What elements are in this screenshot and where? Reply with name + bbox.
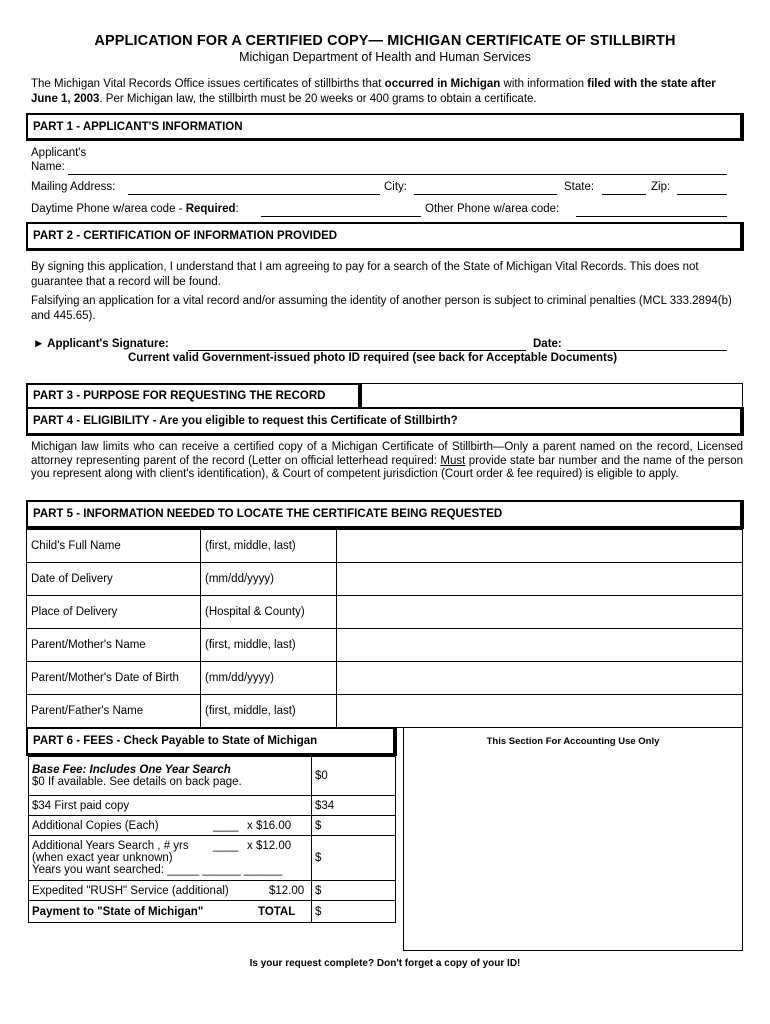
delivery-place-hint: (Hospital & County) bbox=[201, 596, 337, 629]
additional-years-cell bbox=[29, 836, 312, 881]
record-info-table bbox=[26, 529, 743, 728]
part3-heading-text: PART 3 - PURPOSE FOR REQUESTING THE RECORD bbox=[33, 390, 326, 402]
purpose-field[interactable] bbox=[360, 383, 743, 410]
additional-years-rate: x $12.00 bbox=[247, 840, 292, 852]
rush-label: Expedited "RUSH" Service (additional) bbox=[32, 884, 229, 897]
intro-bold-2: filed with the state after June 1, 2003 bbox=[31, 78, 716, 105]
accounting-label: This Section For Accounting Use Only bbox=[486, 736, 660, 747]
years-wanted-label: Years you want searched: bbox=[32, 864, 164, 876]
additional-copies-amount-field[interactable]: $ bbox=[312, 816, 396, 836]
table-row bbox=[29, 836, 396, 881]
part5-heading bbox=[26, 500, 744, 529]
mother-name-hint: (first, middle, last) bbox=[201, 629, 337, 662]
city-label: City: bbox=[384, 181, 407, 193]
base-fee-desc: $0 If available. See details on back page. bbox=[32, 776, 242, 788]
mother-dob-hint: (mm/dd/yyyy) bbox=[201, 662, 337, 695]
other-phone-label: Other Phone w/area code: bbox=[425, 203, 560, 215]
mother-name-label: Parent/Mother's Name bbox=[27, 629, 201, 662]
child-name-hint: (first, middle, last) bbox=[201, 530, 337, 563]
eligibility-paragraph bbox=[31, 441, 743, 482]
eligibility-must: Must bbox=[440, 454, 466, 467]
first-copy-amount: $34 bbox=[312, 796, 396, 816]
intro-paragraph bbox=[31, 77, 743, 106]
total-amount-field[interactable]: $ bbox=[312, 901, 396, 923]
part6-heading bbox=[26, 727, 397, 756]
zip-field[interactable] bbox=[677, 182, 727, 195]
intro-text-3: . Per Michigan law, the stillbirth must be 20 weeks or 400 grams to obtain a certificate. bbox=[99, 92, 537, 105]
additional-years-amount-field[interactable]: $ bbox=[312, 836, 396, 881]
years-wanted-fields[interactable]: _____ ______ ______ bbox=[167, 864, 283, 876]
signature-label: ► Applicant's Signature: bbox=[33, 338, 169, 350]
base-fee-amount: $0 bbox=[312, 757, 396, 796]
table-row bbox=[27, 629, 743, 662]
base-fee-cell bbox=[29, 757, 312, 796]
fees-table bbox=[28, 756, 396, 923]
table-row bbox=[27, 530, 743, 563]
father-name-hint: (first, middle, last) bbox=[201, 695, 337, 728]
delivery-place-label: Place of Delivery bbox=[27, 596, 201, 629]
applicant-name-label-2: Name: bbox=[31, 161, 65, 173]
first-copy-label: $34 First paid copy bbox=[29, 796, 312, 816]
father-name-label: Parent/Father's Name bbox=[27, 695, 201, 728]
state-field[interactable] bbox=[602, 182, 646, 195]
form-title: APPLICATION FOR A CERTIFIED COPY— MICHIGAN CERTIFICATE OF STILLBIRTH bbox=[94, 33, 676, 49]
part6-heading-text: PART 6 - FEES - Check Payable to State of Michigan bbox=[33, 735, 318, 747]
photo-id-note: Current valid Government-issued photo ID required (see back for Acceptable Documents) bbox=[128, 352, 618, 364]
table-row bbox=[27, 596, 743, 629]
father-name-input[interactable] bbox=[337, 695, 743, 728]
intro-bold-1: occurred in Michigan bbox=[384, 78, 501, 90]
signature-date-label: Date: bbox=[533, 338, 562, 350]
eligibility-text-2: provide state bar number and the name of the person you represent along with client's identification), & Court of competent jurisdiction (Court order & fee required) is eligible to apply. bbox=[31, 454, 743, 480]
accounting-box bbox=[403, 727, 743, 951]
table-row bbox=[29, 757, 396, 796]
mailing-address-label: Mailing Address: bbox=[31, 181, 116, 193]
total-label: TOTAL bbox=[258, 905, 296, 918]
penalty-paragraph: Falsifying an application for a vital record and/or assuming the identity of another person is subject to criminal penalties (MCL 333.2894(b) and 445.65). bbox=[31, 295, 732, 322]
additional-copies-cell bbox=[29, 816, 312, 836]
table-row bbox=[29, 796, 396, 816]
additional-copies-label: Additional Copies (Each) bbox=[32, 819, 159, 832]
additional-copies-qty-field[interactable]: ____ bbox=[213, 819, 239, 832]
daytime-phone-text: Daytime Phone w/area code - bbox=[31, 203, 186, 215]
part2-heading-text: PART 2 - CERTIFICATION OF INFORMATION PROVIDED bbox=[33, 230, 338, 242]
child-name-input[interactable] bbox=[337, 530, 743, 563]
table-row bbox=[29, 881, 396, 901]
applicant-name-label-1: Applicant's bbox=[31, 147, 87, 159]
form-subtitle: Michigan Department of Health and Human Services bbox=[239, 50, 531, 64]
city-field[interactable] bbox=[414, 182, 557, 195]
base-fee-title: Base Fee: Includes One Year Search bbox=[32, 764, 231, 776]
mother-name-input[interactable] bbox=[337, 629, 743, 662]
table-row bbox=[27, 662, 743, 695]
payment-label: Payment to "State of Michigan" bbox=[32, 905, 204, 918]
footer-reminder: Is your request complete? Don't forget a copy of your ID! bbox=[249, 958, 521, 969]
zip-label: Zip: bbox=[651, 181, 671, 193]
intro-text-1: The Michigan Vital Records Office issues certificates of stillbirths that bbox=[31, 78, 385, 90]
delivery-date-label: Date of Delivery bbox=[27, 563, 201, 596]
certification-paragraph: By signing this application, I understand that I am agreeing to pay for a search of the State of Michigan Vital Records. This does not guarantee that a record will be found. bbox=[31, 261, 699, 288]
mother-dob-input[interactable] bbox=[337, 662, 743, 695]
part3-heading bbox=[26, 383, 362, 410]
additional-years-qty-field[interactable]: ____ bbox=[213, 840, 239, 852]
eligibility-text-1: Michigan law limits who can receive a certified copy of a Michigan Certificate of Stillbirth—Only a parent named on the record, Licensed attorney representing parent of the record (Letter on official letterhead required: bbox=[31, 441, 743, 467]
part4-heading bbox=[26, 407, 744, 436]
payment-cell bbox=[29, 901, 312, 923]
applicant-name-field[interactable] bbox=[68, 162, 727, 175]
delivery-place-input[interactable] bbox=[337, 596, 743, 629]
table-row bbox=[27, 563, 743, 596]
delivery-date-hint: (mm/dd/yyyy) bbox=[201, 563, 337, 596]
intro-text-2: with information bbox=[500, 78, 588, 90]
delivery-date-input[interactable] bbox=[337, 563, 743, 596]
table-row bbox=[27, 695, 743, 728]
signature-date-field[interactable] bbox=[567, 338, 727, 351]
state-label: State: bbox=[564, 181, 595, 193]
signature-field[interactable] bbox=[188, 338, 526, 351]
daytime-phone-field[interactable] bbox=[261, 204, 421, 217]
daytime-phone-label bbox=[31, 203, 239, 215]
table-row bbox=[29, 816, 396, 836]
rush-amount-field[interactable]: $ bbox=[312, 881, 396, 901]
mother-dob-label: Parent/Mother's Date of Birth bbox=[27, 662, 201, 695]
part4-heading-text: PART 4 - ELIGIBILITY - Are you eligible to request this Certificate of Stillbirth? bbox=[33, 415, 458, 427]
part2-heading bbox=[26, 222, 744, 251]
additional-years-note: (when exact year unknown) bbox=[32, 852, 173, 864]
table-row bbox=[29, 901, 396, 923]
additional-copies-rate: x $16.00 bbox=[247, 819, 292, 832]
child-name-label: Child's Full Name bbox=[27, 530, 201, 563]
phone-required-text: Required bbox=[185, 203, 236, 215]
part1-heading-text: PART 1 - APPLICANT'S INFORMATION bbox=[33, 120, 243, 133]
mailing-address-field[interactable] bbox=[128, 182, 380, 195]
part1-heading bbox=[26, 113, 744, 141]
phone-colon: : bbox=[235, 203, 239, 215]
part5-heading-text: PART 5 - INFORMATION NEEDED TO LOCATE THE CERTIFICATE BEING REQUESTED bbox=[33, 508, 503, 520]
other-phone-field[interactable] bbox=[576, 204, 727, 217]
rush-cell bbox=[29, 881, 312, 901]
additional-years-label: Additional Years Search , # yrs bbox=[32, 840, 189, 852]
rush-fee: $12.00 bbox=[269, 884, 305, 897]
